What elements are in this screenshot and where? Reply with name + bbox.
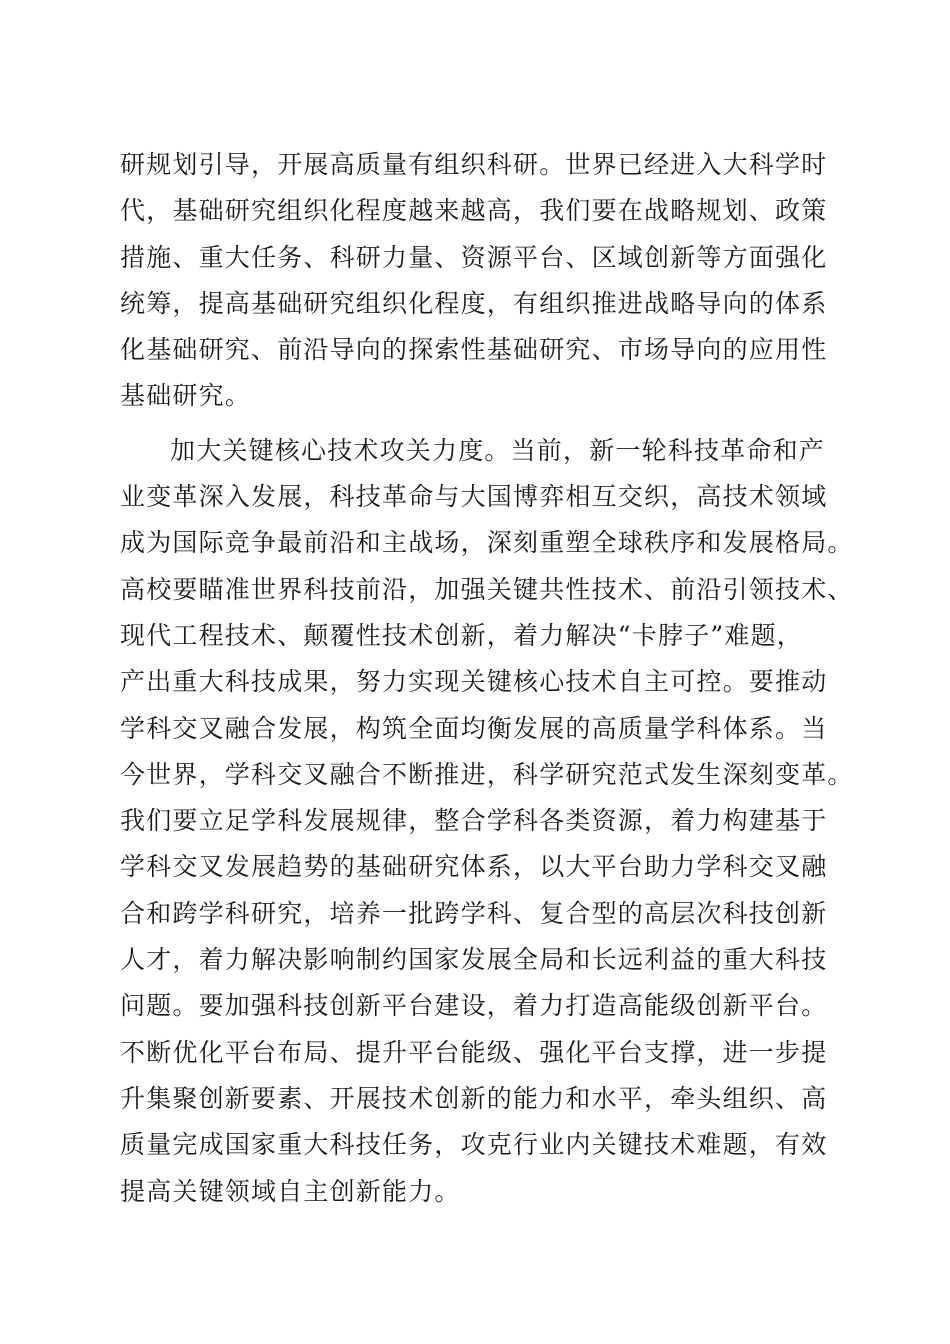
paragraph-1-line: 研规划引导，开展高质量有组织科研。世界已经进入大科学时 xyxy=(120,150,828,179)
paragraph-2-line: 成为国际竞争最前沿和主战场，深刻重塑全球秩序和发展格局。 xyxy=(120,528,854,558)
paragraph-2-line: 学科交叉融合发展，构筑全面均衡发展的高质量学科体系。当 xyxy=(120,713,828,743)
paragraph-2-line: 学科交叉发展趋势的基础研究体系，以大平台助力学科交叉融 xyxy=(120,852,828,882)
paragraph-1-line: 化基础研究、前沿导向的探索性基础研究、市场导向的应用性 xyxy=(120,335,828,365)
paragraph-2-line: 业变革深入发展，科技革命与大国博弈相互交织，高技术领域 xyxy=(120,482,828,512)
paragraph-1-line: 基础研究。 xyxy=(120,381,252,411)
paragraph-1-line: 措施、重大任务、科研力量、资源平台、区域创新等方面强化 xyxy=(120,242,828,272)
paragraph-2-line: 问题。要加强科技创新平台建设，着力打造高能级创新平台。 xyxy=(120,991,828,1021)
paragraph-2-line: 合和跨学科研究，培养一批跨学科、复合型的高层次科技创新 xyxy=(120,898,828,928)
paragraph-2-line: 不断优化平台布局、提升平台能级、强化平台支撑，进一步提 xyxy=(120,1037,828,1067)
paragraph-2-line: 我们要立足学科发展规律，整合学科各类资源，着力构建基于 xyxy=(120,806,828,836)
paragraph-2-line: 高校要瞄准世界科技前沿，加强关键共性技术、前沿引领技术、 xyxy=(120,574,854,604)
paragraph-1-line: 代，基础研究组织化程度越来越高，我们要在战略规划、政策 xyxy=(120,196,828,226)
paragraph-spacer xyxy=(120,420,840,428)
paragraph-1-line: 统筹，提高基础研究组织化程度，有组织推进战略导向的体系 xyxy=(120,288,828,318)
document-body xyxy=(120,142,854,1215)
paragraph-2-line: 加大关键核心技术攻关力度。当前，新一轮科技革命和产 xyxy=(170,435,826,465)
paragraph-2 xyxy=(120,428,854,1215)
paragraph-2-line: 升集聚创新要素、开展技术创新的能力和水平，牵头组织、高 xyxy=(120,1083,828,1113)
paragraph-2-line: 产出重大科技成果，努力实现关键核心技术自主可控。要推动 xyxy=(120,667,828,697)
paragraph-2-line: 人才，着力解决影响制约国家发展全局和长远利益的重大科技 xyxy=(120,945,828,975)
paragraph-2-line: 质量完成国家重大科技任务，攻克行业内关键技术难题，有效 xyxy=(120,1130,828,1160)
paragraph-2-line: 提高关键领域自主创新能力。 xyxy=(120,1176,461,1206)
paragraph-2-line: 现代工程技术、颠覆性技术创新，着力解决“卡脖子”难题， xyxy=(120,620,803,650)
paragraph-2-line: 今世界，学科交叉融合不断推进，科学研究范式发生深刻变革。 xyxy=(120,759,854,789)
paragraph-1 xyxy=(120,142,840,420)
